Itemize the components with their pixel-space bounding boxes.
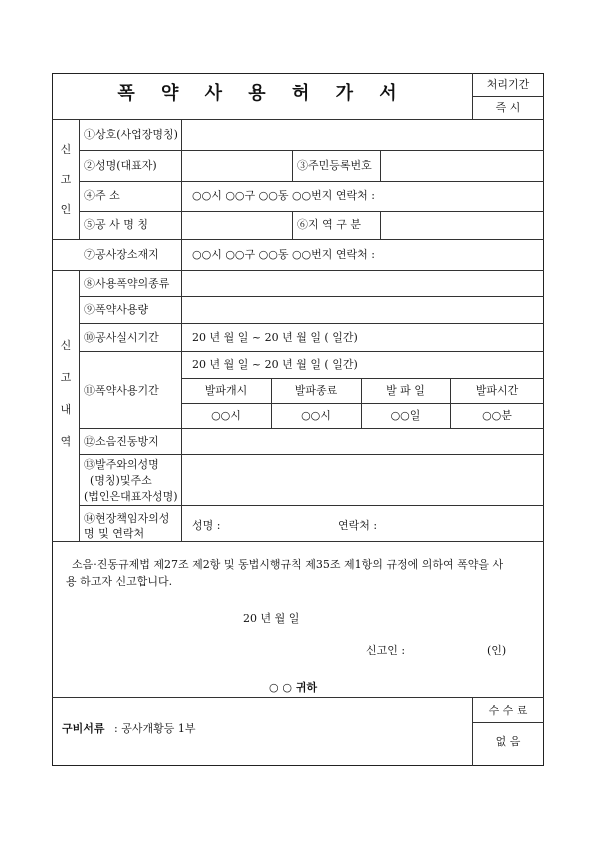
field-business-name: ①상호(사업장명칭) [84, 128, 178, 141]
field-site-manager-line2: 명 및 연락처 [84, 527, 145, 540]
fee-value: 없 음 [495, 735, 521, 748]
field-site-manager-line1: ⑭현장책임자의성 [84, 512, 170, 525]
address-value: ○○시 ○○구 ○○동 ○○번지 연락처 : [192, 189, 375, 202]
declaration-text-line1: 소음·진동규제법 제27조 제2항 및 동법시행규칙 제35조 제1항의 규정에 의하여 폭약을 사 [72, 558, 504, 571]
blast-end-value: ○○시 [301, 409, 331, 422]
blast-time-header: 발파시간 [475, 384, 519, 397]
field-address: ④주 소 [84, 189, 120, 202]
blast-time-value: ○○분 [482, 409, 512, 422]
field-orderer-line1: ⑬발주와의성명 [84, 458, 159, 471]
declarant-signature-label: 신고인 : [366, 644, 406, 657]
fee-label: 수 수 료 [488, 704, 528, 717]
field-region-type: ⑥지 역 구 분 [297, 218, 361, 231]
blast-day-header: 발 파 일 [386, 384, 425, 397]
blast-day-value: ○○일 [390, 409, 421, 422]
field-explosive-type: ⑧사용폭약의종류 [84, 277, 170, 290]
processing-period-label: 처리기간 [486, 78, 530, 91]
seal-mark: (인) [487, 644, 507, 657]
blast-start-header: 발파개시 [204, 384, 248, 397]
field-site-location: ⑦공사장소재지 [84, 248, 159, 261]
field-explosive-amount: ⑨폭약사용량 [84, 303, 149, 316]
field-explosive-usage-period: ⑪폭약사용기간 [84, 384, 159, 397]
declaration-text-line2: 용 하고자 신고합니다. [66, 575, 173, 588]
details-section-label: 신 고 내 역 [60, 339, 72, 448]
site-manager-contact-label: 연락처 : [338, 519, 378, 532]
declarant-section-label: 신 고 인 [60, 143, 72, 216]
documents-value: : 공사개황등 1부 [114, 722, 196, 735]
field-orderer-line3: (법인은대표자성명) [84, 490, 178, 503]
field-representative-name: ②성명(대표자) [84, 159, 157, 172]
documents-label: 구비서류 [62, 722, 105, 735]
construction-period-value: 20 년 월 일 ~ 20 년 월 일 ( 일간) [192, 331, 358, 344]
field-noise-prevention: ⑫소음진동방지 [84, 435, 159, 448]
form-title: 폭 약 사 용 허 가 서 [117, 83, 407, 104]
site-manager-name-label: 성명 : [192, 519, 221, 532]
declaration-date: 20 년 월 일 [243, 612, 300, 625]
explosive-usage-period-value: 20 년 월 일 ~ 20 년 월 일 ( 일간) [192, 358, 358, 371]
blast-start-value: ○○시 [211, 409, 241, 422]
recipient: ○ ○ 귀하 [269, 681, 318, 694]
blast-end-header: 발파종료 [294, 384, 338, 397]
field-orderer-line2: (명칭)및주소 [90, 474, 152, 487]
field-resident-number: ③주민등록번호 [297, 159, 372, 172]
site-location-value: ○○시 ○○구 ○○동 ○○번지 연락처 : [192, 248, 375, 261]
field-project-name: ⑤공 사 명 칭 [84, 218, 148, 231]
field-construction-period: ⑩공사실시기간 [84, 331, 159, 344]
processing-period-value: 즉 시 [495, 101, 521, 114]
